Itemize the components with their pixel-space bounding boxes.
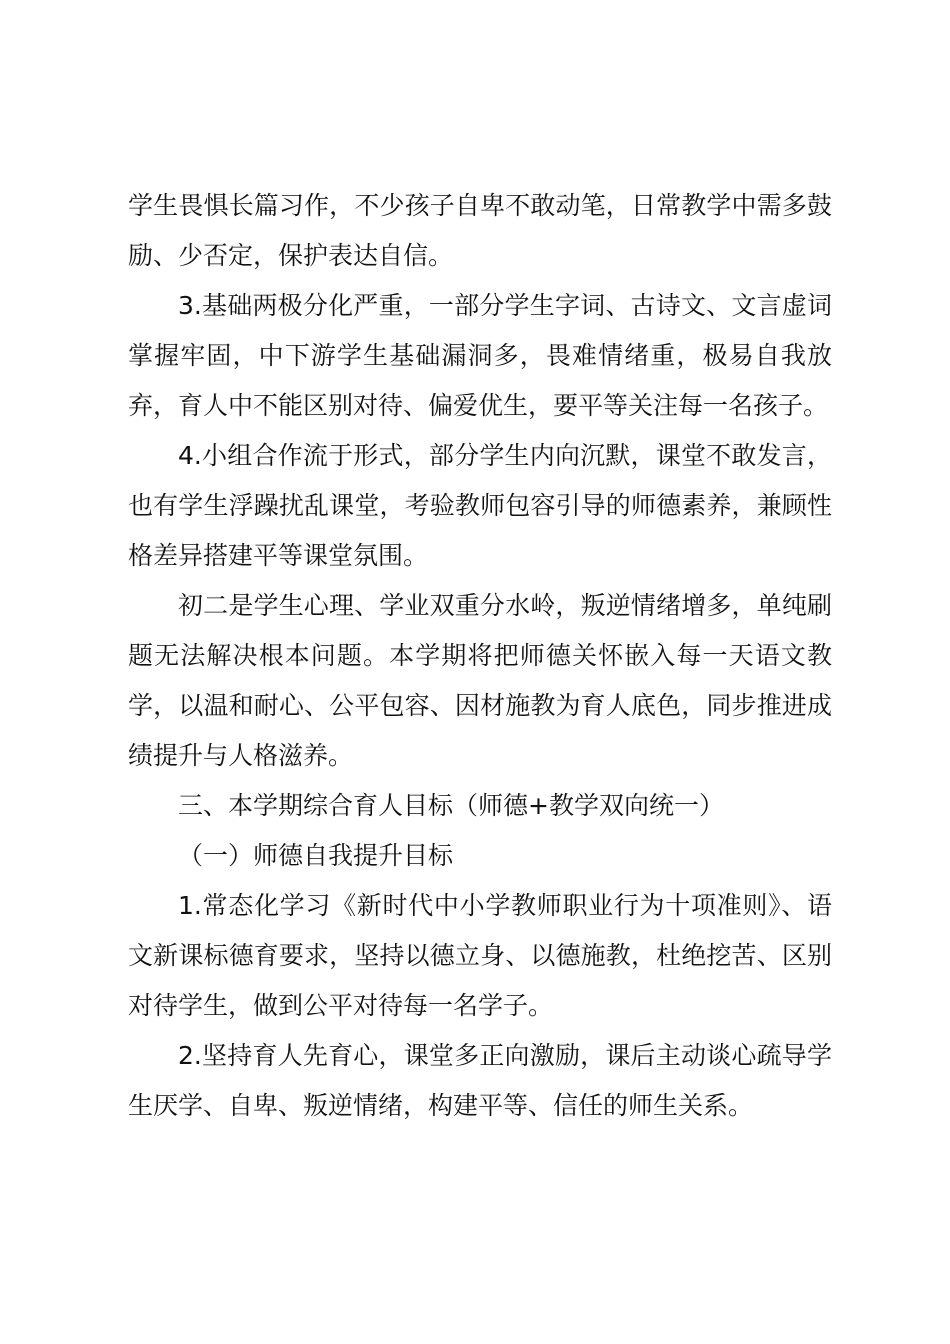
paragraph-goal-2: 2.坚持育人先育心，课堂多正向激励，课后主动谈心疏导学生厌学、自卑、叛逆情绪，构建平等、信任的师生关系。 xyxy=(128,1041,832,1120)
paragraph-item-4: 4.小组合作流于形式，部分学生内向沉默，课堂不敢发言，也有学生浮躁扰乱课堂，考验教师包容引导的师德素养，兼顾性格差异搭建平等课堂氛围。 xyxy=(128,441,832,570)
paragraph-goal-1: 1.常态化学习《新时代中小学教师职业行为十项准则》、语文新课标德育要求，坚持以德立身、以德施教，杜绝挖苦、区别对待学生，做到公平对待每一名学子。 xyxy=(128,891,832,1020)
paragraph-summary: 初二是学生心理、学业双重分水岭，叛逆情绪增多，单纯刷题无法解决根本问题。本学期将把师德关怀嵌入每一天语文教学，以温和耐心、公平包容、因材施教为育人底色，同步推进成绩提升与人格滋养。 xyxy=(128,591,832,770)
document-body xyxy=(128,181,832,1131)
section-heading: 三、本学期综合育人目标（师德+教学双向统一） xyxy=(178,791,724,820)
paragraph-item-3: 3.基础两极分化严重，一部分学生字词、古诗文、文言虚词掌握牢固，中下游学生基础漏洞多，畏难情绪重，极易自我放弃，育人中不能区别对待、偏爱优生，要平等关注每一名孩子。 xyxy=(128,291,832,420)
paragraph-continuation: 学生畏惧长篇习作，不少孩子自卑不敢动笔，日常教学中需多鼓励、少否定，保护表达自信。 xyxy=(128,191,832,270)
subsection-heading: （一）师德自我提升目标 xyxy=(178,841,454,870)
